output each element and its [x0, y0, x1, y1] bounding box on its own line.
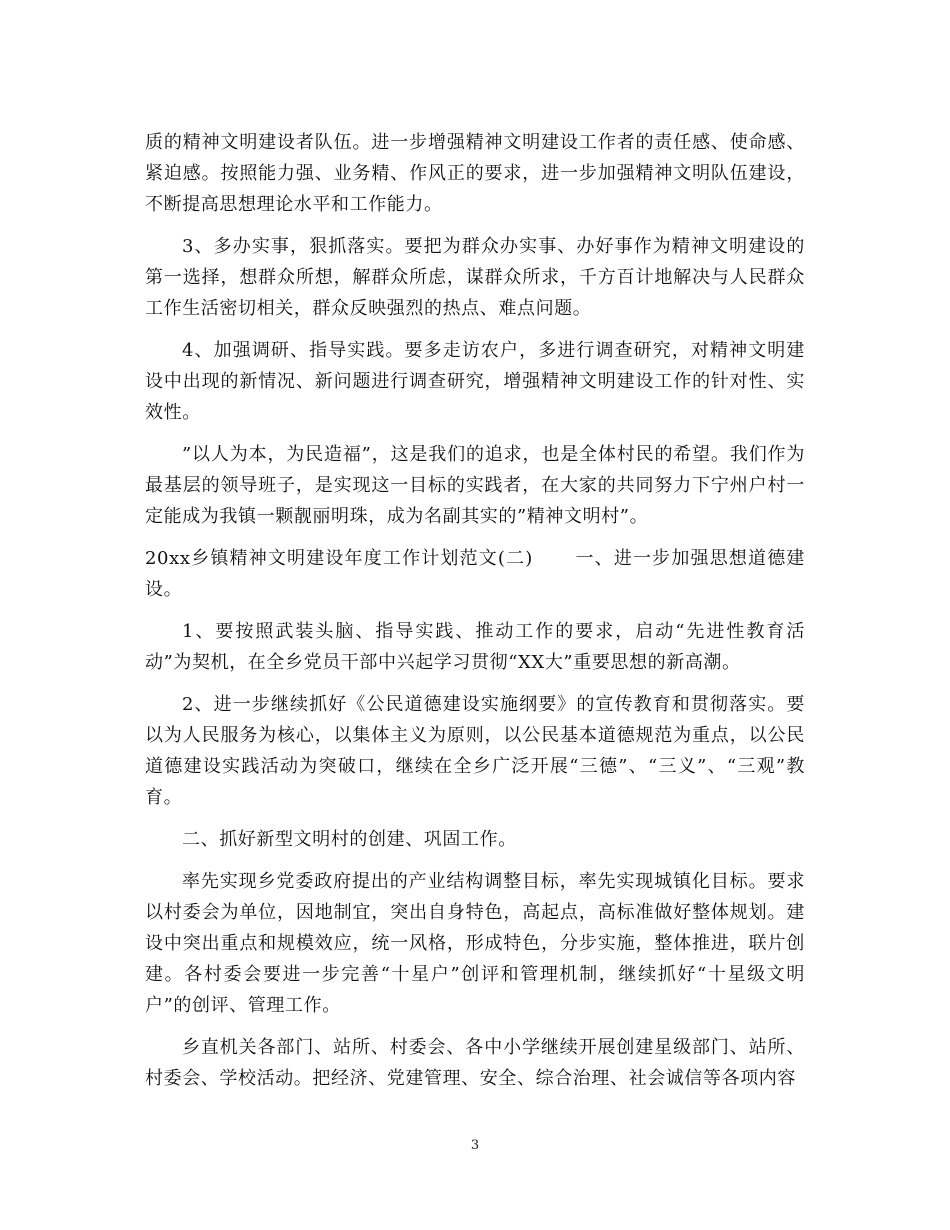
- section-heading-lead: 一、进一步加强思想道德建设。: [145, 548, 805, 600]
- section-heading-title: 20xx乡镇精神文明建设年度工作计划范文(二): [145, 548, 533, 569]
- paragraph-star-departments: 乡直机关各部门、站所、村委会、各中小学继续开展创建星级部门、站所、村委会、学校活动。把经济、党建管理、安全、综合治理、社会诚信等各项内容: [145, 1037, 805, 1089]
- page-number: 3: [470, 1138, 480, 1153]
- paragraph-item-3: 3、多办实事，狠抓落实。要把为群众办实事、办好事作为精神文明建设的第一选择，想群众所想，解群众所虑，谋群众所求，千方百计地解决与人民群众工作生活密切相关，群众反映强烈的热点、难点问题。: [145, 236, 805, 319]
- paragraph-conclusion: ”以人为本，为民造福”，这是我们的追求，也是全体村民的希望。我们作为最基层的领导班子，是实现这一目标的实践者，在大家的共同努力下宁州户村一定能成为我镇一颗靓丽明珠，成为名副其实的”精神文明村”。: [145, 444, 805, 527]
- paragraph-item-4: 4、加强调研、指导实践。要多走访农户，多进行调查研究，对精神文明建设中出现的新情况、新问题进行调查研究，增强精神文明建设工作的针对性、实效性。: [145, 340, 805, 423]
- paragraph-village-goals: 率先实现乡党委政府提出的产业结构调整目标，率先实现城镇化目标。要求以村委会为单位，因地制宜，突出自身特色，高起点，高标准做好整体规划。建设中突出重点和规模效应，统一风格，形成特色，分步实施，整体推进，联片创建。各村委会要进一步完善“十星户”创评和管理机制，继续抓好“十星级文明户”的创评、管理工作。: [145, 871, 805, 1016]
- section-heading: [145, 543, 805, 605]
- paragraph-item-1: 1、要按照武装头脑、指导实践、推动工作的要求，启动“先进性教育活动”为契机，在全乡党员干部中兴起学习贯彻“XX大”重要思想的新高潮。: [145, 621, 805, 673]
- document-body: [145, 127, 805, 1094]
- paragraph-section-two: 二、抓好新型文明村的创建、巩固工作。: [182, 829, 517, 850]
- paragraph-continuation: 质的精神文明建设者队伍。进一步增强精神文明建设工作者的责任感、使命感、紧迫感。按照能力强、业务精、作风正的要求，进一步加强精神文明队伍建设，不断提高思想理论水平和工作能力。: [145, 132, 805, 215]
- paragraph-item-2: 2、进一步继续抓好《公民道德建设实施纲要》的宣传教育和贯彻落实。要以为人民服务为核心，以集体主义为原则，以公民基本道德规范为重点，以公民道德建设实践活动为突破口，继续在全乡广泛开展“三德”、“三义”、“三观”教育。: [145, 694, 805, 808]
